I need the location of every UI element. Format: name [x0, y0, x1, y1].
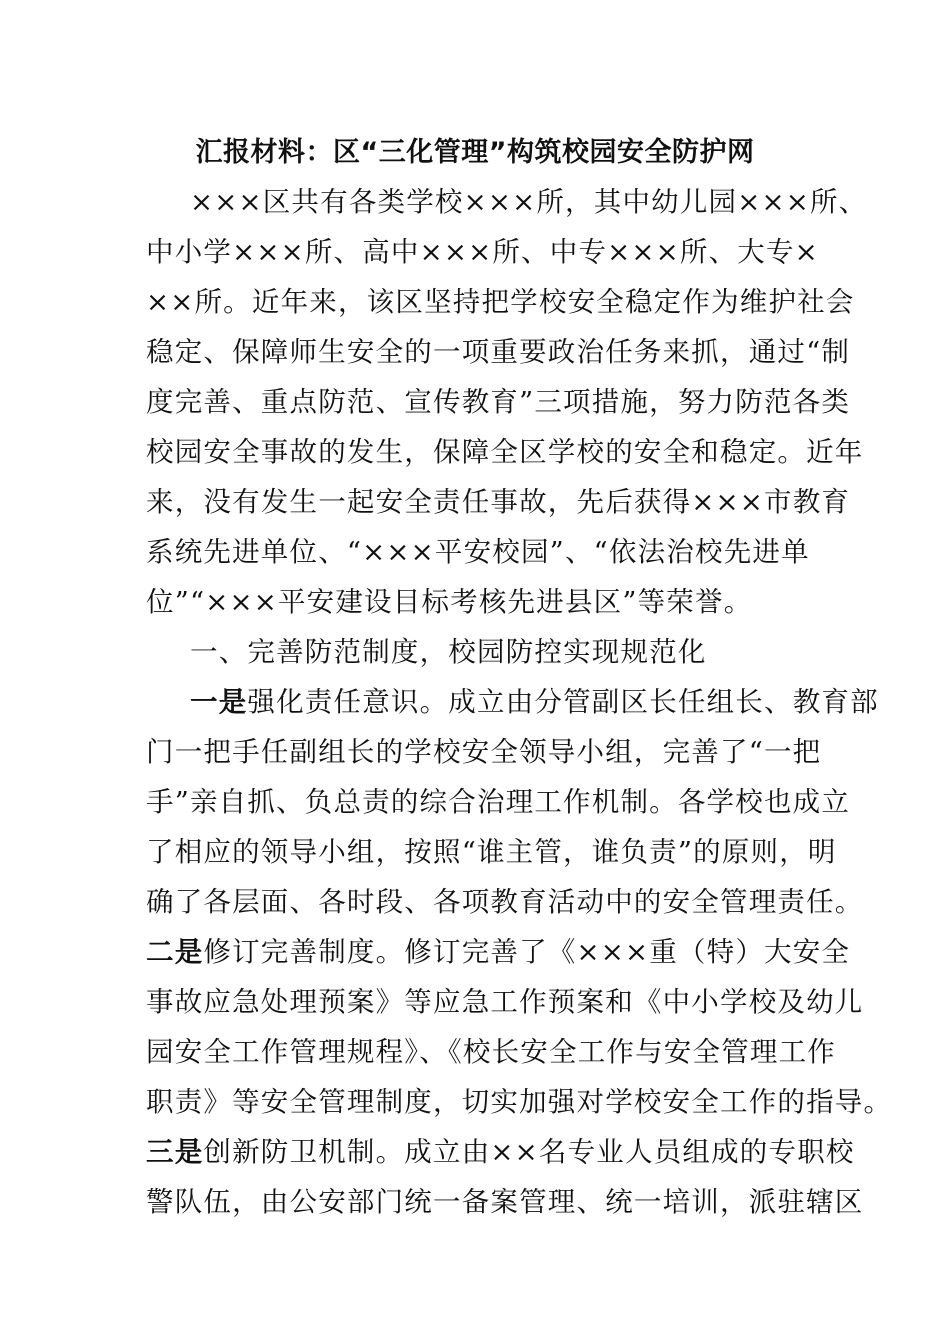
- line-text: 事故应急处理预案》等应急工作预案和《中小学校及幼儿: [146, 986, 864, 1018]
- paragraph-line: [146, 832, 837, 872]
- paragraph-line: [146, 482, 850, 522]
- line-text: 门一把手任副组长的学校安全领导小组，完善了“一把: [146, 736, 822, 768]
- line-text: 修订完善制度。修订完善了《×××重（特）大安全: [203, 936, 851, 968]
- line-text: 手”亲自抓、负总责的综合治理工作机制。各学校也成立: [146, 786, 851, 818]
- paragraph-line: [146, 1032, 836, 1072]
- paragraph-line: [146, 1082, 892, 1122]
- paragraph-line: [146, 782, 850, 822]
- line-lead: 二是: [146, 936, 204, 968]
- line-text: 位”“×××平安建设目标考核先进县区”等荣誉。: [146, 586, 753, 618]
- paragraph-line: [190, 182, 867, 222]
- paragraph-line: [146, 232, 819, 272]
- line-text: 职责》等安全管理制度，切实加强对学校安全工作的指导。: [146, 1086, 893, 1118]
- line-text: 来，没有发生一起安全责任事故，先后获得×××市教育: [146, 486, 851, 518]
- paragraph-line: [146, 432, 864, 472]
- line-lead: 一是: [190, 686, 248, 718]
- paragraph-line: [146, 1132, 855, 1172]
- paragraph-line: [146, 382, 850, 422]
- paragraph-line: [146, 332, 850, 372]
- line-text: ×××区共有各类学校×××所，其中幼儿园×××所、: [190, 186, 868, 218]
- document-title: 汇报材料：区“三化管理”构筑校园安全防护网: [195, 137, 755, 168]
- line-text: 了相应的领导小组，按照“谁主管，谁负责”的原则，明: [146, 836, 837, 868]
- paragraph-line: [146, 282, 855, 322]
- line-text: 确了各层面、各时段、各项教育活动中的安全管理责任。: [146, 886, 864, 918]
- line-text: 系统先进单位、“×××平安校园”、“依法治校先进单: [146, 536, 810, 568]
- paragraph-line: [146, 982, 864, 1022]
- paragraph-line: [146, 582, 752, 622]
- paragraph-line: [146, 532, 810, 572]
- paragraph-line: [190, 682, 879, 722]
- line-text: 一、完善防范制度，校园防控实现规范化: [190, 636, 707, 668]
- line-text: 园安全工作管理规程》、《校长安全工作与安全管理工作: [146, 1036, 836, 1068]
- line-text: 强化责任意识。成立由分管副区长任组长、教育部: [247, 686, 879, 718]
- paragraph-line: [146, 932, 850, 972]
- line-text: 校园安全事故的发生，保障全区学校的安全和稳定。近年: [146, 436, 864, 468]
- section-heading: [190, 632, 707, 672]
- paragraph-line: [146, 732, 821, 772]
- line-text: 警队伍，由公安部门统一备案管理、统一培训，派驻辖区: [146, 1186, 864, 1218]
- line-text: 创新防卫机制。成立由××名专业人员组成的专职校: [203, 1136, 855, 1168]
- paragraph-line: [146, 882, 864, 922]
- line-lead: 三是: [146, 1136, 204, 1168]
- paragraph-line: [146, 1182, 864, 1222]
- line-text: ××所。近年来，该区坚持把学校安全稳定作为维护社会: [146, 286, 855, 318]
- line-text: 稳定、保障师生安全的一项重要政治任务来抓，通过“制: [146, 336, 851, 368]
- line-text: 中小学×××所、高中×××所、中专×××所、大专×: [146, 236, 819, 268]
- line-text: 度完善、重点防范、宣传教育”三项措施，努力防范各类: [146, 386, 851, 418]
